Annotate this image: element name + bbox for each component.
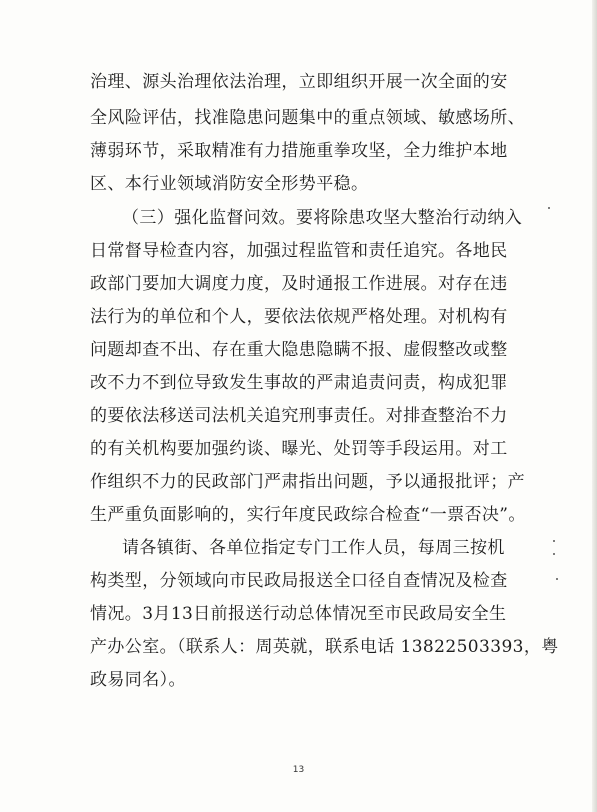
paragraph-start-line: 请各镇街、各单位指定专门工作人员，每周三按机 [122,538,505,558]
body-text-line: 生严重负面影响的，实行年度民政综合检查“一票否决”。 [90,505,526,525]
scan-speck [556,578,558,580]
body-text-line: 治理、源头治理依法治理，立即组织开展一次全面的安 [90,72,508,92]
page-number: 13 [292,765,305,775]
scan-speck [553,540,555,542]
scan-edge [592,0,597,812]
section-heading-line: （三）强化监督问效。要将除患攻坚大整治行动纳入 [122,208,523,228]
body-text-line: 问题却查不出、存在重大隐患隐瞒不报、虚假整改或整 [90,340,508,360]
body-text-line: 区、本行业领域消防安全形势平稳。 [90,174,369,194]
body-text-line: 构类型，分领域向市民政局报送全口径自查情况及检查 [90,571,508,591]
scan-speck [548,207,550,209]
body-text-line: 薄弱环节，采取精准有力措施重拳攻坚，全力维护本地 [90,141,508,161]
body-text-line: 法行为的单位和个人，要依法依规严格处理。对机构有 [90,307,508,327]
body-text-line: 情况。3月13日前报送行动总体情况至市民政局安全生 [90,604,507,624]
body-text-line: 的要依法移送司法机关追究刑事责任。对排查整治不力 [90,406,508,426]
body-text-line: 作组织不力的民政部门严肃指出问题，予以通报批评；产 [90,472,525,492]
body-text-line: 政易同名）。 [90,670,186,690]
scan-speck [553,553,555,555]
body-text-line: 日常督导检查内容，加强过程监管和责任追究。各地民 [90,241,508,261]
body-text-line: 全风险评估，找准隐患问题集中的重点领域、敏感场所、 [90,108,525,128]
body-text-line: 的有关机构要加强约谈、曝光、处罚等手段运用。对工 [90,439,508,459]
body-text-line: 政部门要加大调度力度，及时通报工作进展。对存在违 [90,274,508,294]
body-text-line: 产办公室。（联系人：周英就，联系电话 13822503393，粤 [90,637,559,657]
body-text-line: 改不力不到位导致发生事故的严肃追责问责，构成犯罪 [90,373,508,393]
